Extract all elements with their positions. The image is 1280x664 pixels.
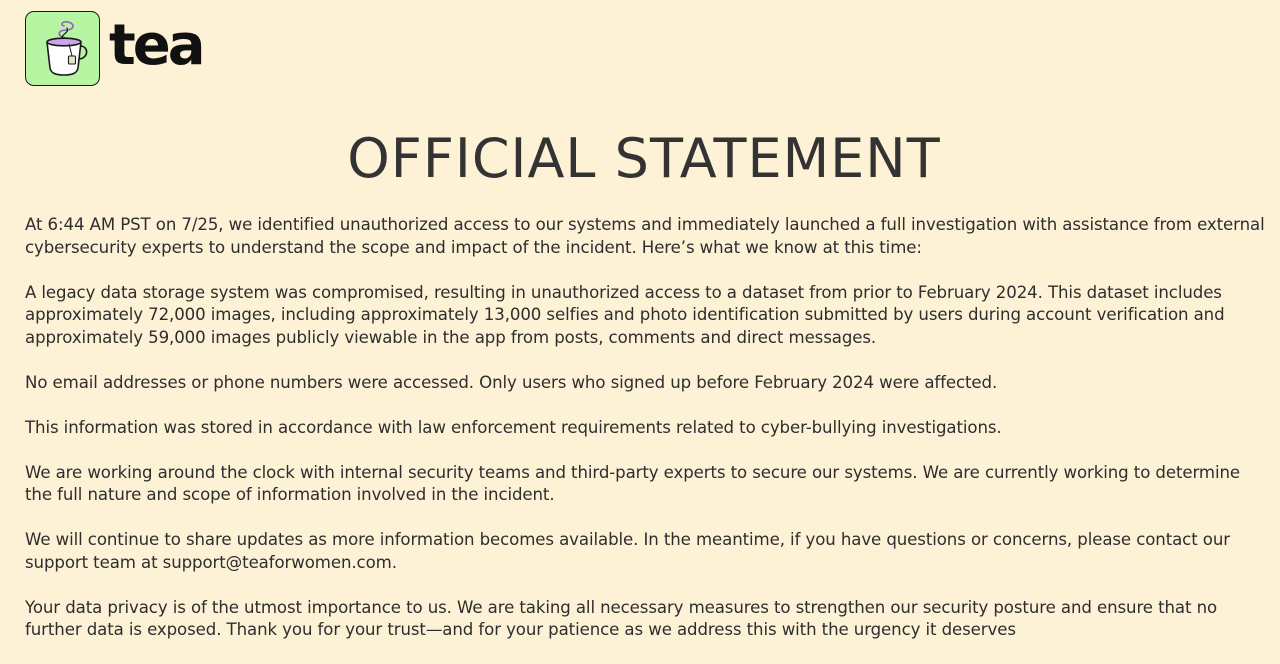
paragraph: We are working around the clock with internal security teams and third-party experts to secure our systems. We are currently working to determine the full nature and scope of information involved in the incident. xyxy=(25,462,1241,504)
paragraph: Your data privacy is of the utmost importance to us. We are taking all necessary measures to strengthen our security posture and ensure that no further data is exposed. Thank you for your trust—and for your patience as we address this with the urgency it deserves xyxy=(25,597,1218,639)
site-header xyxy=(25,11,203,86)
paragraph: This information was stored in accordance with law enforcement requirements related to cyber-bullying investigations. xyxy=(25,417,1002,437)
paragraph: At 6:44 AM PST on 7/25, we identified unauthorized access to our systems and immediately launched a full investigation with assistance from external cybersecurity experts to understand the scope and impact of the incident. Here’s what we know at this time: xyxy=(25,215,1265,257)
teacup-icon[interactable] xyxy=(25,11,100,86)
page-title: OFFICIAL STATEMENT xyxy=(347,127,941,190)
paragraph: No email addresses or phone numbers were accessed. Only users who signed up before February 2024 were affected. xyxy=(25,372,998,392)
paragraph: A legacy data storage system was compromised, resulting in unauthorized access to a dataset from prior to February 2024. This dataset includes approximately 72,000 images, including approximately 13,000 selfies and photo identification submitted by users during account verification and approximately 59,000 images publicly viewable in the app from posts, comments and direct messages. xyxy=(25,282,1225,347)
statement-body xyxy=(25,214,1270,664)
brand-wordmark[interactable]: tea xyxy=(109,12,203,78)
paragraph: We will continue to share updates as more information becomes available. In the meantime, if you have questions or concerns, please contact our support team at support@teaforwomen.com. xyxy=(25,530,1230,572)
